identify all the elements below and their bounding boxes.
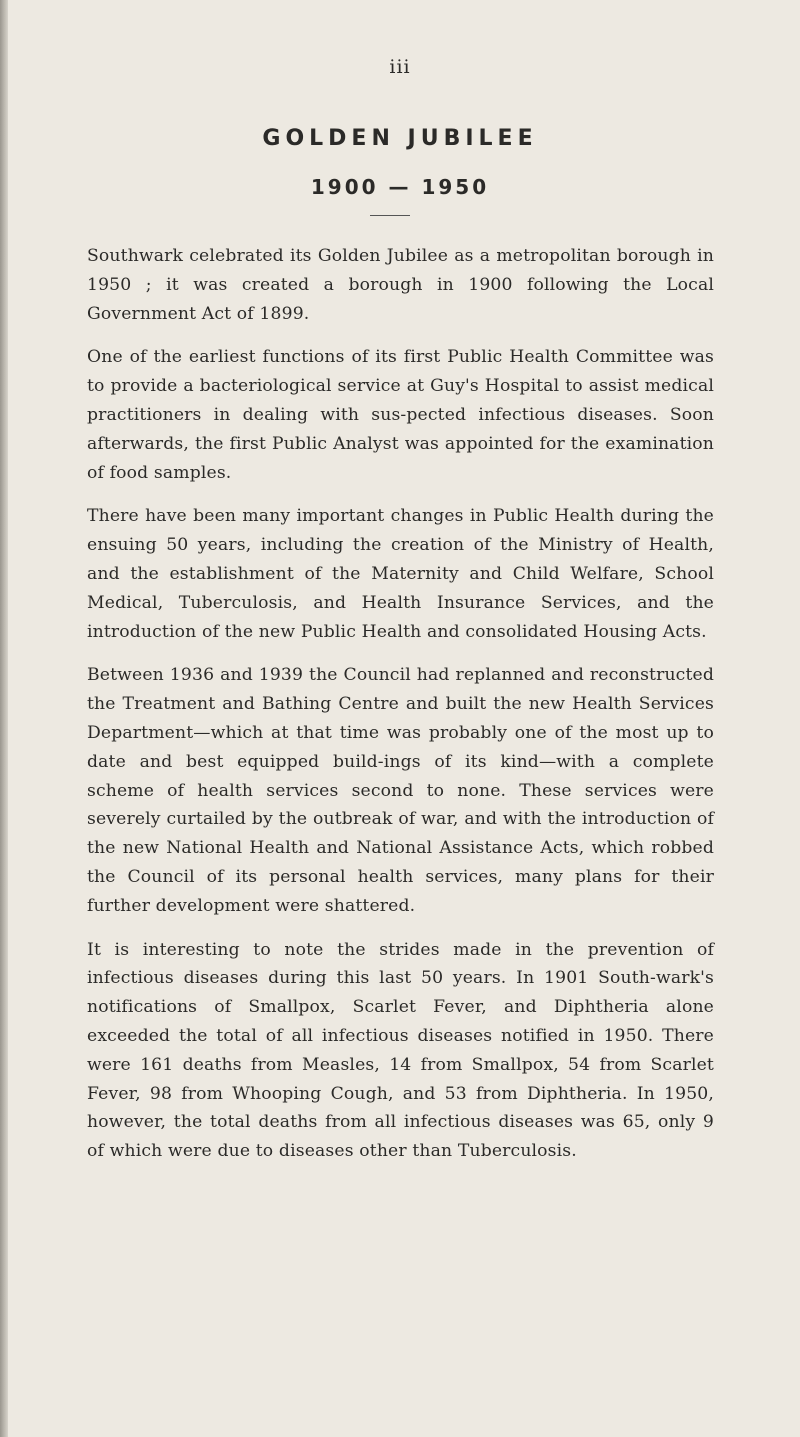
page-number: iii: [389, 56, 411, 78]
paragraph-health-services: Between 1936 and 1939 the Council had replanned and reconstructed the Treatment and Bathing Centre and built the new Health Services Department—which at that time was probably one of the most up to date and best equipped build-ings of its kind—with a complete scheme of health services second to none. These services were severely curtailed by the outbreak of war, and with the introduction of the new National Health and National Assistance Acts, which robbed the Council of its personal health services, many plans for their further development were shattered.: [87, 665, 714, 916]
paragraph-jubilee: Southwark celebrated its Golden Jubilee as a metropolitan borough in 1950 ; it was created a borough in 1900 following the Local Government Act of 1899.: [87, 246, 714, 324]
page-binding-edge: [0, 0, 8, 1437]
date-range: 1900 — 1950: [310, 175, 490, 199]
article-body: [87, 242, 714, 1181]
page-title: GOLDEN JUBILEE: [262, 126, 538, 151]
paragraph-infectious-diseases: It is interesting to note the strides made in the prevention of infectious diseases during this last 50 years. In 1901 South-wark's notifications of Smallpox, Scarlet Fever, and Diphtheria alone exceeded the total of all infectious diseases notified in 1950. There were 161 deaths from Measles, 14 from Smallpox, 54 from Scarlet Fever, 98 from Whooping Cough, and 53 from Diphtheria. In 1950, however, the total deaths from all infectious diseases was 65, only 9 of which were due to diseases other than Tuberculosis.: [87, 939, 714, 1162]
title-divider: [370, 215, 410, 216]
paragraph-changes: There have been many important changes in Public Health during the ensuing 50 years, including the creation of the Ministry of Health, and the establishment of the Maternity and Child Welfare, School Medical, Tuberculosis, and Health Insurance Services, and the introduction of the new Public Health and consolidated Housing Acts.: [87, 506, 714, 642]
paragraph-public-health-committee: One of the earliest functions of its first Public Health Committee was to provide a bacteriological service at Guy's Hospital to assist medical practitioners in dealing with sus-pected infectious diseases. Soon afterwards, the first Public Analyst was appointed for the examination of food samples.: [87, 347, 714, 483]
